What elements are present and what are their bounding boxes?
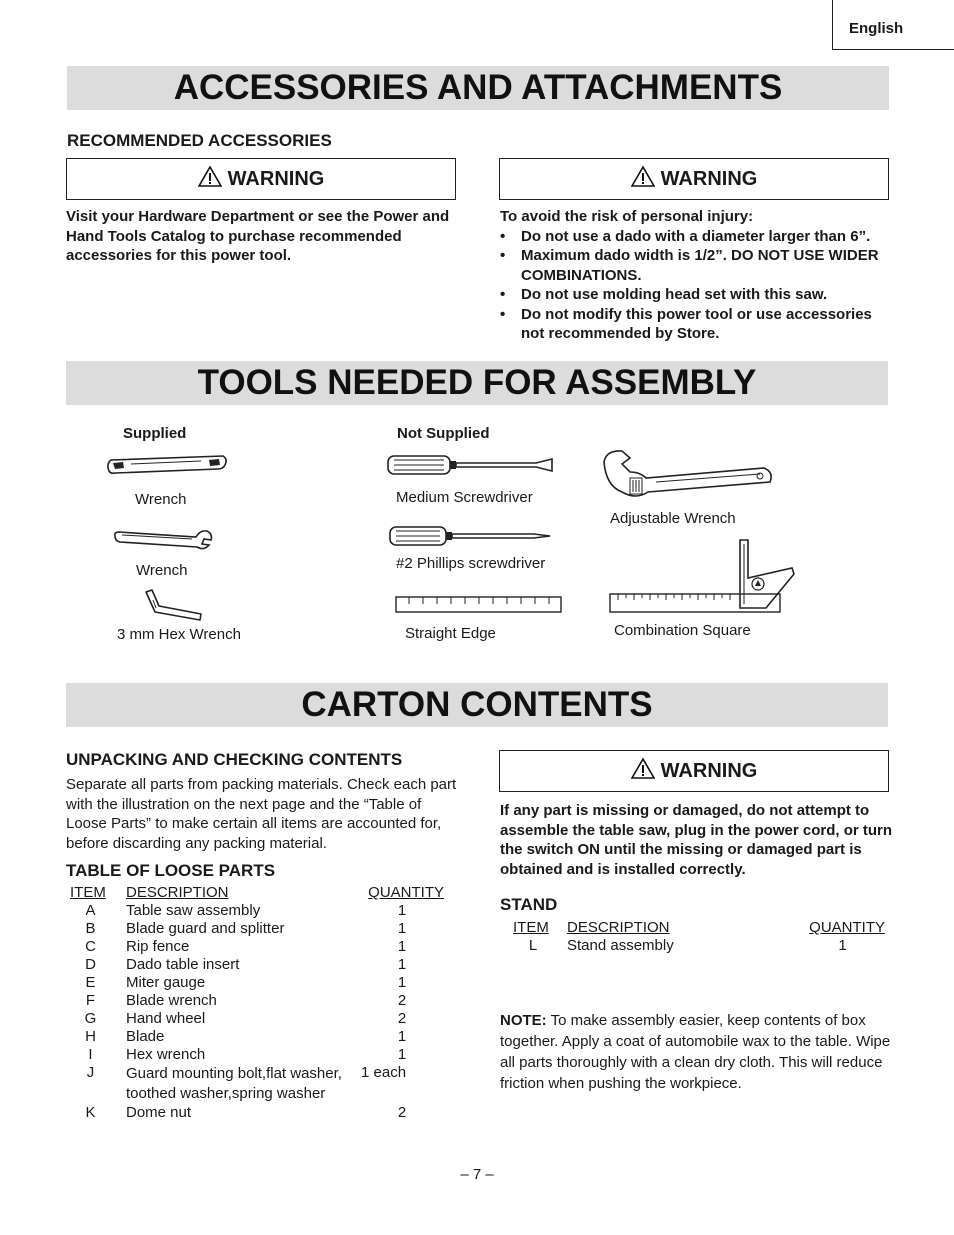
note-label: NOTE:: [500, 1012, 547, 1029]
quantity-cell: 1 each: [361, 1064, 407, 1081]
warning-right-intro: To avoid the risk of personal injury:: [500, 208, 754, 225]
warning-label: WARNING: [660, 167, 758, 190]
combination-square-icon: [608, 538, 796, 621]
description-cell: Blade: [126, 1028, 165, 1045]
tool-caption: #2 Phillips screwdriver: [396, 555, 546, 572]
quantity-cell: 2: [397, 1010, 407, 1027]
quantity-cell: 1: [397, 1028, 407, 1045]
description-cell: Table saw assembly: [126, 902, 261, 919]
table-row: [70, 920, 444, 938]
tool-caption: Wrench: [136, 562, 188, 579]
carton-title: CARTON CONTENTS: [301, 685, 653, 724]
description-cell: Guard mounting bolt,flat washer, toothed washer,spring washer: [126, 1065, 342, 1102]
warning-bullet: • Do not modify this power tool or use accessories not recommended by Store.: [500, 305, 892, 344]
language-label: English: [849, 20, 904, 37]
tool-caption: Medium Screwdriver: [396, 489, 533, 506]
description-column-header: DESCRIPTION: [126, 884, 229, 901]
table-row: [70, 1104, 444, 1122]
warning-label: WARNING: [227, 167, 325, 190]
stand-parts-table: [513, 919, 885, 955]
supplied-heading: Supplied: [123, 425, 187, 442]
loose-parts-table: [70, 884, 444, 1122]
table-row: [70, 1028, 444, 1046]
warning-label: WARNING: [660, 759, 758, 782]
description-cell: Blade guard and splitter: [126, 920, 285, 937]
item-cell: B: [85, 920, 96, 937]
description-cell: Stand assembly: [567, 937, 674, 954]
straight-edge-icon: [395, 595, 563, 620]
item-cell: K: [85, 1104, 96, 1121]
item-column-header: ITEM: [513, 919, 549, 936]
carton-banner: [66, 683, 888, 727]
quantity-cell: 1: [397, 920, 407, 937]
quantity-cell: 1: [397, 938, 407, 955]
adjustable-wrench-icon: [600, 448, 776, 509]
phillips-screwdriver-icon: [388, 523, 554, 554]
item-cell: L: [528, 937, 538, 954]
item-cell: F: [85, 992, 96, 1009]
quantity-cell: 1: [397, 974, 407, 991]
hex-wrench-icon: [143, 588, 205, 627]
item-cell: G: [84, 1010, 97, 1027]
item-cell: I: [88, 1046, 93, 1063]
item-cell: C: [85, 938, 96, 955]
quantity-column-header: QUANTITY: [809, 919, 885, 936]
warning-triangle-icon: [631, 758, 655, 784]
loose-parts-heading: TABLE OF LOOSE PARTS: [66, 861, 276, 880]
language-tab: [832, 0, 954, 50]
tool-caption: Straight Edge: [405, 625, 496, 642]
table-row: [70, 974, 444, 992]
quantity-cell: 2: [397, 992, 407, 1009]
note-text: To make assembly easier, keep contents of box together. Apply a coat of automobile wax to the table. Wipe all parts thoroughly with a clean dry cloth. This will reduce friction when pushing the workpiece.: [500, 1012, 891, 1092]
description-cell: Hex wrench: [126, 1046, 206, 1063]
tool-caption: 3 mm Hex Wrench: [117, 626, 241, 643]
note-paragraph: [500, 1010, 892, 1094]
warning-left-text: Visit your Hardware Department or see the Power and Hand Tools Catalog to purchase recommended accessories for this power tool.: [66, 208, 450, 264]
table-row: [70, 956, 444, 974]
warning-triangle-icon: [631, 166, 655, 192]
quantity-cell: 1: [397, 1046, 407, 1063]
open-end-wrench-icon: [105, 452, 229, 483]
tool-caption: Adjustable Wrench: [610, 510, 736, 527]
quantity-cell: 2: [397, 1104, 407, 1121]
warning-right-block: [500, 207, 892, 344]
warning-box-left: [66, 158, 456, 200]
description-cell: Miter gauge: [126, 974, 206, 991]
table-row: [70, 1064, 444, 1104]
item-cell: H: [85, 1028, 96, 1045]
quantity-column-header: QUANTITY: [368, 884, 444, 901]
recommended-accessories-heading: RECOMMENDED ACCESSORIES: [67, 131, 332, 150]
blade-wrench-icon: [112, 527, 214, 558]
unpacking-text: Separate all parts from packing materials. Check each part with the illustration on the next page and the “Table of Loose Parts” to make certain all items are accounted for, before discarding any packing material.: [66, 776, 457, 852]
page-number: – 7 –: [460, 1166, 494, 1183]
description-cell: Hand wheel: [126, 1010, 206, 1027]
table-row: [70, 1010, 444, 1028]
warning-box-carton: [499, 750, 889, 792]
warning-triangle-icon: [198, 166, 222, 192]
table-row: [513, 937, 885, 955]
table-header-row: [70, 884, 444, 902]
quantity-cell: 1: [397, 902, 407, 919]
item-column-header: ITEM: [70, 884, 106, 901]
item-cell: A: [85, 902, 96, 919]
warning-bullet-list: [500, 227, 892, 344]
table-row: [70, 902, 444, 920]
flat-screwdriver-icon: [386, 452, 556, 483]
accessories-title: ACCESSORIES AND ATTACHMENTS: [173, 68, 783, 107]
table-row: [70, 992, 444, 1010]
carton-warning-text: If any part is missing or damaged, do not attempt to assemble the table saw, plug in the power cord, or turn the switch ON until the missing or damaged part is obtained and is installed correctly.: [500, 802, 893, 878]
table-header-row: [513, 919, 885, 937]
tool-caption: Combination Square: [614, 622, 751, 639]
description-cell: Dado table insert: [126, 956, 240, 973]
description-column-header: DESCRIPTION: [567, 919, 670, 936]
table-row: [70, 938, 444, 956]
warning-bullet: • Do not use a dado with a diameter larger than 6”.: [500, 227, 892, 247]
table-row: [70, 1046, 444, 1064]
description-cell: Rip fence: [126, 938, 190, 955]
stand-heading: STAND: [500, 895, 558, 914]
tools-banner: [66, 361, 888, 405]
warning-bullet: • Do not use molding head set with this saw.: [500, 285, 892, 305]
tool-caption: Wrench: [135, 491, 187, 508]
not-supplied-heading: Not Supplied: [397, 425, 490, 442]
description-cell: Blade wrench: [126, 992, 217, 1009]
warning-box-right: [499, 158, 889, 200]
tools-title: TOOLS NEEDED FOR ASSEMBLY: [197, 363, 757, 402]
quantity-cell: 1: [397, 956, 407, 973]
warning-bullet: • Maximum dado width is 1/2”. DO NOT USE WIDER COMBINATIONS.: [500, 246, 892, 285]
item-cell: E: [85, 974, 96, 991]
accessories-banner: [67, 66, 889, 110]
item-cell: D: [85, 956, 96, 973]
unpacking-heading: UNPACKING AND CHECKING CONTENTS: [66, 750, 403, 769]
description-cell: Dome nut: [126, 1104, 192, 1121]
item-cell: J: [86, 1064, 95, 1081]
quantity-cell: 1: [838, 937, 847, 954]
